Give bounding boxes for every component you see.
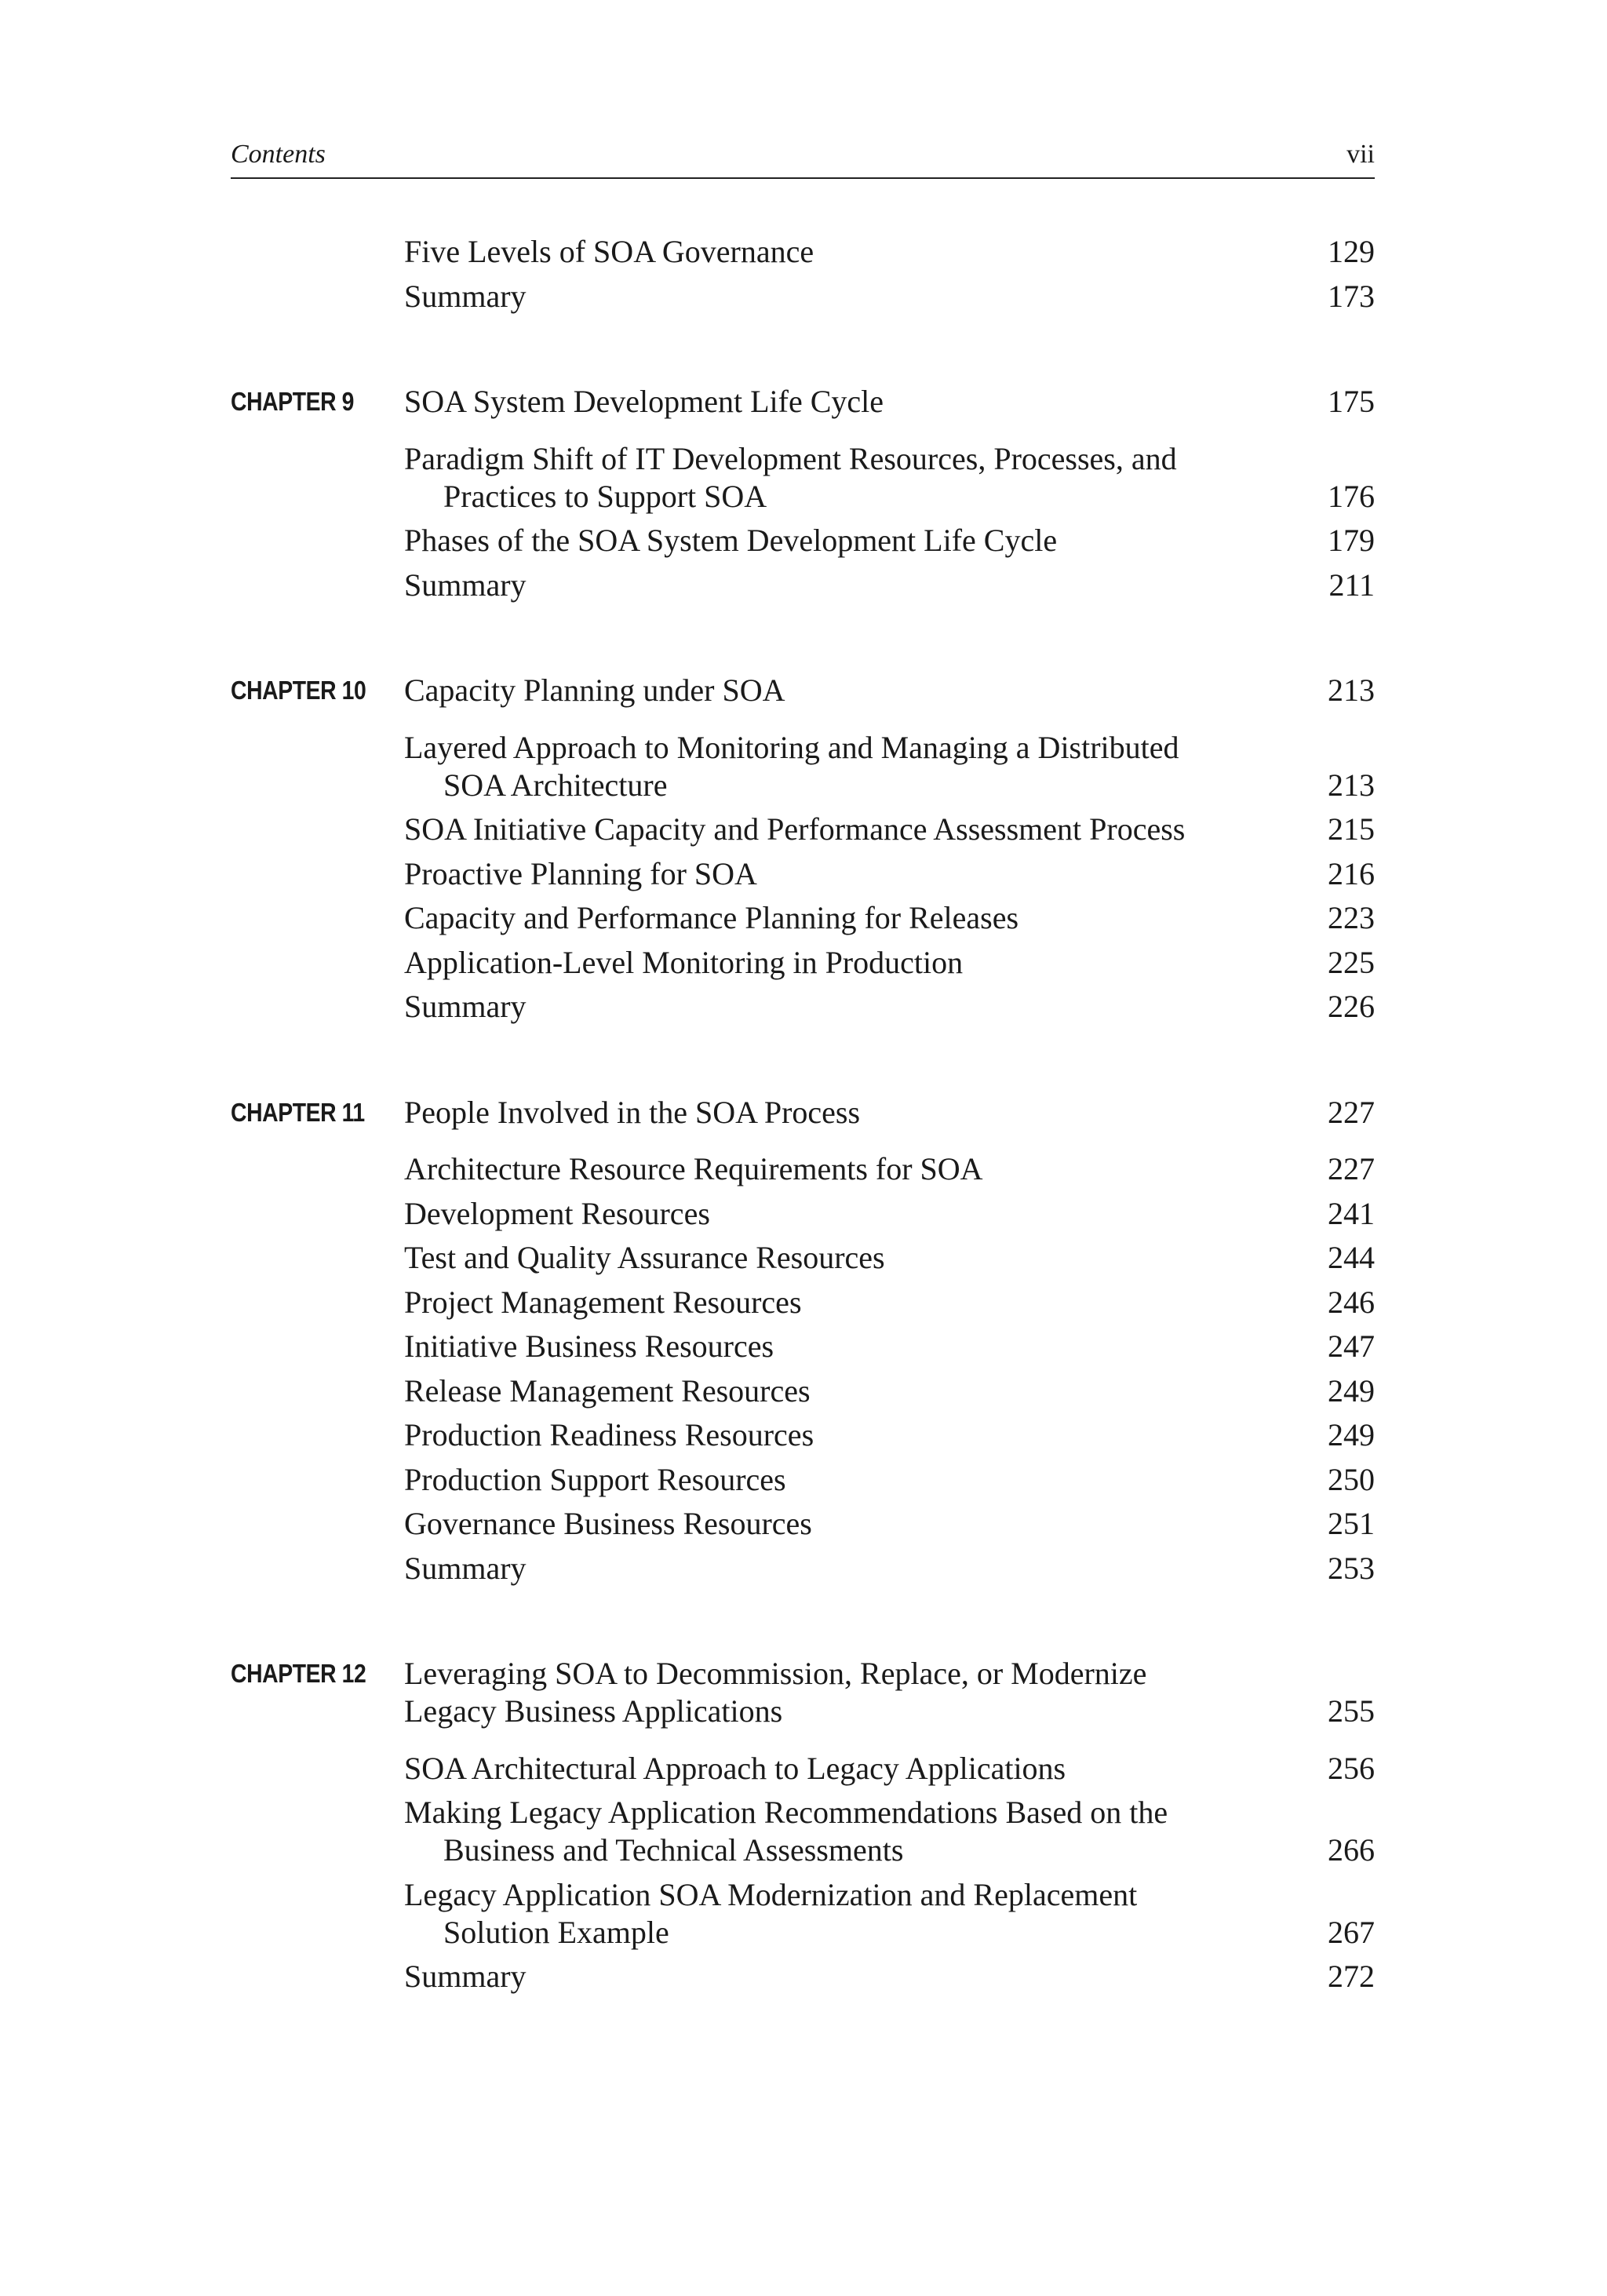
toc-entry xyxy=(404,1875,1375,1915)
chapter-title-line xyxy=(404,382,1375,421)
toc-entry-page: 241 xyxy=(1328,1195,1375,1231)
running-head xyxy=(231,138,1375,179)
toc-entry-page: 215 xyxy=(1328,811,1375,847)
toc-entry-page: 253 xyxy=(1328,1550,1375,1586)
toc-entry xyxy=(404,943,1375,982)
toc-entry xyxy=(404,521,1375,560)
toc-entry-title: Making Legacy Application Recommendations Based on the xyxy=(404,1795,1168,1830)
toc-entry-page: 225 xyxy=(1328,944,1375,980)
toc-entry xyxy=(404,1283,1375,1322)
toc-entry-title: Project Management Resources xyxy=(404,1284,802,1320)
toc-entry-page: 249 xyxy=(1328,1372,1375,1409)
toc-entry xyxy=(404,477,1375,516)
toc-entry xyxy=(404,898,1375,938)
toc-entry-page: 244 xyxy=(1328,1240,1375,1275)
chapter-label: CHAPTER 9 xyxy=(231,387,354,416)
toc-entry xyxy=(404,987,1375,1026)
toc-entry-title: SOA Architecture xyxy=(443,767,668,803)
toc-entry-page: 267 xyxy=(1328,1914,1375,1950)
toc-entry xyxy=(404,566,1375,605)
toc-entry-page: 266 xyxy=(1328,1832,1375,1868)
toc-entry-page: 272 xyxy=(1328,1959,1375,1994)
toc-entry-page: 213 xyxy=(1328,767,1375,803)
chapter-page-number: 255 xyxy=(1328,1693,1375,1729)
toc-entry xyxy=(404,1913,1375,1952)
chapter-title: Legacy Business Applications xyxy=(404,1693,783,1729)
chapter-label: CHAPTER 12 xyxy=(231,1659,366,1688)
toc-entry xyxy=(404,1504,1375,1543)
toc-entry xyxy=(404,1150,1375,1189)
toc-entry-page: 250 xyxy=(1328,1461,1375,1497)
toc-entry xyxy=(404,1549,1375,1588)
toc-entry-title: Proactive Planning for SOA xyxy=(404,855,757,891)
toc-entry-page: 249 xyxy=(1328,1417,1375,1452)
toc-entry-title: Test and Quality Assurance Resources xyxy=(404,1240,885,1275)
chapter-title-line xyxy=(404,671,1375,710)
chapter-title: SOA System Development Life Cycle xyxy=(404,384,884,419)
chapter-page-number: 227 xyxy=(1328,1094,1375,1130)
toc-entry-title: SOA Architectural Approach to Legacy Applications xyxy=(404,1750,1066,1786)
chapter-label: CHAPTER 10 xyxy=(231,676,366,705)
toc-entry-title: Solution Example xyxy=(443,1914,669,1950)
chapter-title: Leveraging SOA to Decommission, Replace, or Modernize xyxy=(404,1656,1147,1691)
toc-entry-title: Layered Approach to Monitoring and Managing a Distributed xyxy=(404,729,1179,765)
toc-entry-title: Capacity and Performance Planning for Releases xyxy=(404,900,1019,935)
chapter-title-line xyxy=(404,1093,1375,1132)
toc-entry-title: Architecture Resource Requirements for SOA xyxy=(404,1151,983,1186)
toc-entry xyxy=(404,728,1375,767)
toc-entry xyxy=(404,277,1375,316)
toc-entry-title: Five Levels of SOA Governance xyxy=(404,234,814,269)
toc-entry-page: 211 xyxy=(1328,567,1375,603)
toc-entry xyxy=(404,1372,1375,1411)
chapter-page-number: 213 xyxy=(1328,672,1375,708)
toc-entry-page: 129 xyxy=(1328,234,1375,269)
toc-entry xyxy=(404,1957,1375,1996)
toc-entry-title: Phases of the SOA System Development Life Cycle xyxy=(404,523,1058,558)
toc-entry-title: Governance Business Resources xyxy=(404,1506,812,1541)
toc-entry xyxy=(404,1238,1375,1277)
toc-entry-title: Production Support Resources xyxy=(404,1461,786,1497)
toc-entry-page: 251 xyxy=(1328,1506,1375,1541)
toc-entry-title: Application-Level Monitoring in Production xyxy=(404,944,964,980)
toc-entry xyxy=(404,1793,1375,1832)
toc-entry-title: Business and Technical Assessments xyxy=(443,1832,904,1868)
chapter-label: CHAPTER 11 xyxy=(231,1097,365,1127)
chapter-title-line xyxy=(404,1692,1375,1731)
toc-entry-title: Summary xyxy=(404,567,527,603)
toc-entry-title: Release Management Resources xyxy=(404,1372,811,1409)
toc-entry-page: 227 xyxy=(1328,1151,1375,1186)
chapter-title: People Involved in the SOA Process xyxy=(404,1094,861,1130)
toc-entry-title: Development Resources xyxy=(404,1195,710,1231)
toc-entry-title: SOA Initiative Capacity and Performance Assessment Process xyxy=(404,811,1186,847)
toc-entry xyxy=(404,810,1375,849)
toc-entry xyxy=(404,1416,1375,1455)
toc-entry-title: Paradigm Shift of IT Development Resources, Processes, and xyxy=(404,440,1177,476)
toc-entry xyxy=(404,1194,1375,1234)
toc-entry-page: 247 xyxy=(1328,1328,1375,1364)
toc-entry xyxy=(404,1831,1375,1870)
toc-entry xyxy=(404,855,1375,894)
toc-entry-page: 176 xyxy=(1328,478,1375,514)
chapter-title-line xyxy=(404,1654,1375,1693)
toc-entry xyxy=(404,232,1375,272)
toc-entry-title: Summary xyxy=(404,989,527,1024)
toc-entry-page: 179 xyxy=(1328,523,1375,558)
chapter-title: Capacity Planning under SOA xyxy=(404,672,785,708)
toc-entry-page: 246 xyxy=(1328,1284,1375,1320)
toc-entry-page: 256 xyxy=(1328,1750,1375,1786)
toc-entry-title: Summary xyxy=(404,1959,527,1994)
toc-entry xyxy=(404,1327,1375,1366)
chapter-page-number: 175 xyxy=(1328,384,1375,419)
toc-entry-title: Legacy Application SOA Modernization and Replacement xyxy=(404,1876,1138,1912)
toc-entry-page: 173 xyxy=(1328,278,1375,314)
running-head-title: Contents xyxy=(231,140,326,169)
toc-entry xyxy=(404,766,1375,805)
toc-entry xyxy=(404,439,1375,479)
toc-entry-title: Summary xyxy=(404,278,527,314)
page-number: vii xyxy=(1346,140,1375,169)
toc-entry-title: Initiative Business Resources xyxy=(404,1328,774,1364)
toc-entry-title: Summary xyxy=(404,1550,527,1586)
toc-entry-page: 216 xyxy=(1328,855,1375,891)
toc-entry-title: Production Readiness Resources xyxy=(404,1417,814,1452)
toc-entry-title: Practices to Support SOA xyxy=(443,478,767,514)
toc-entry-page: 223 xyxy=(1328,900,1375,935)
toc-entry-page: 226 xyxy=(1328,989,1375,1024)
toc-entry xyxy=(404,1460,1375,1500)
toc-entry xyxy=(404,1749,1375,1788)
